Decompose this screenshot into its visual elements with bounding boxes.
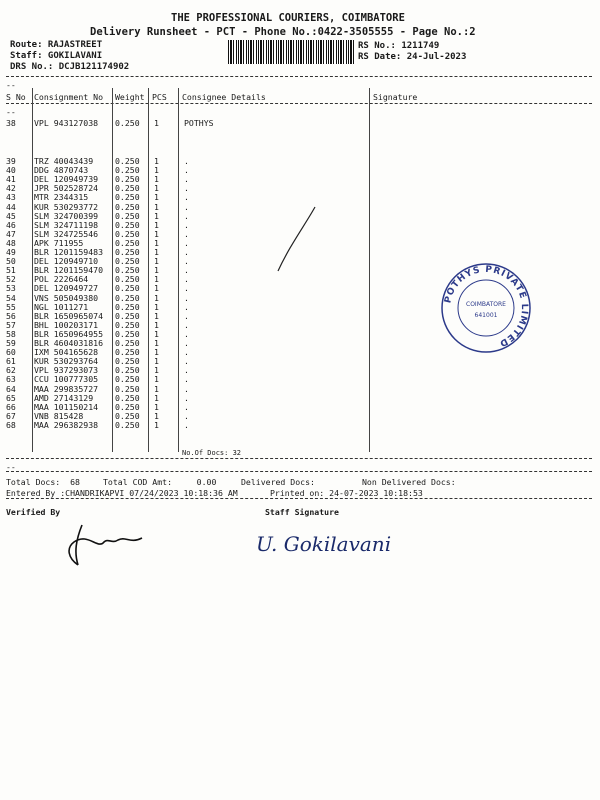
stamp-center-text: COIMBATORE — [466, 301, 506, 308]
row-consignee: POTHYS — [184, 118, 214, 128]
row-weight: 0.250 — [115, 401, 140, 412]
row-consignment: BLR 1650965074 — [34, 310, 104, 321]
row-sno: 65 — [6, 392, 16, 403]
row-weight: 0.250 — [115, 247, 140, 257]
row-consignment: BLR 1201159483 — [34, 247, 104, 257]
divider — [6, 471, 592, 472]
row-pcs: 1 — [154, 338, 159, 348]
row-consignment: VPL 943127038 — [34, 118, 99, 128]
row-consignment: CCU 100777305 — [34, 374, 99, 385]
col-consignee-details: Consignee Details — [182, 92, 266, 102]
row-consignment: DEL 120949710 — [34, 256, 99, 267]
row-consignment: APK 711955 — [34, 237, 84, 248]
row-weight: 0.250 — [115, 283, 140, 294]
divider-mark: -- — [6, 462, 16, 472]
row-consignee: . — [184, 319, 189, 330]
row-pcs: 1 — [154, 165, 159, 176]
row-consignee: . — [184, 247, 189, 257]
company-title: THE PROFESSIONAL COURIERS, COIMBATORE — [171, 12, 405, 24]
signature-stroke — [270, 205, 320, 275]
row-consignee: . — [184, 156, 189, 166]
row-consignee: . — [184, 410, 189, 421]
row-weight: 0.250 — [115, 118, 140, 128]
row-consignment: SLM 324700399 — [34, 210, 99, 221]
row-consignment: KUR 530293764 — [34, 356, 99, 367]
divider-mark: -- — [6, 80, 16, 90]
row-weight: 0.250 — [115, 183, 140, 194]
row-sno: 59 — [6, 338, 16, 348]
row-consignment: JPR 502528724 — [34, 183, 99, 194]
divider — [6, 103, 592, 104]
row-sno: 43 — [6, 192, 16, 203]
delivered-docs: Delivered Docs: — [241, 477, 315, 487]
row-weight: 0.250 — [115, 410, 140, 421]
entered-by: Entered By :CHANDRIKAPVI 07/24/2023 10:18:36 AM — [6, 488, 238, 498]
row-sno: 61 — [6, 356, 16, 367]
total-cod: Total COD Amt: 0.00 — [103, 477, 217, 487]
row-pcs: 1 — [154, 319, 159, 330]
row-pcs: 1 — [154, 356, 159, 367]
barcode — [228, 40, 356, 64]
col-signature: Signature — [373, 92, 418, 102]
row-sno: 44 — [6, 201, 16, 212]
stamp-code: 641001 — [474, 312, 498, 319]
row-pcs: 1 — [154, 210, 159, 221]
table-row — [6, 420, 366, 430]
row-consignee: . — [184, 192, 189, 203]
row-consignment: DEL 120949739 — [34, 174, 99, 185]
row-consignment: POL 2226464 — [34, 274, 89, 285]
row-consignment: NGL 1011271 — [34, 301, 89, 312]
row-sno: 60 — [6, 347, 16, 358]
row-consignee: . — [184, 183, 189, 194]
row-weight: 0.250 — [115, 310, 140, 321]
row-weight: 0.250 — [115, 165, 140, 176]
row-pcs: 1 — [154, 192, 159, 203]
row-consignee: . — [184, 265, 189, 276]
row-weight: 0.250 — [115, 338, 140, 348]
staff-label: Staff: GOKILAVANI — [10, 51, 103, 61]
row-consignment: DDG 4870743 — [34, 165, 89, 176]
row-sno: 64 — [6, 383, 16, 394]
row-weight: 0.250 — [115, 274, 140, 285]
row-consignee: . — [184, 338, 189, 348]
row-pcs: 1 — [154, 419, 159, 430]
row-consignment: MAA 296382938 — [34, 419, 99, 430]
row-sno: 66 — [6, 401, 16, 412]
row-weight: 0.250 — [115, 210, 140, 221]
col-sno: S No — [6, 92, 26, 102]
row-pcs: 1 — [154, 292, 159, 303]
row-consignment: BLR 1201159470 — [34, 265, 104, 276]
row-pcs: 1 — [154, 328, 159, 339]
row-weight: 0.250 — [115, 365, 140, 376]
row-weight: 0.250 — [115, 219, 140, 230]
row-weight: 0.250 — [115, 347, 140, 358]
row-consignment: AMD 27143129 — [34, 392, 94, 403]
row-consignee: . — [184, 237, 189, 248]
row-weight: 0.250 — [115, 265, 140, 276]
row-consignment: IXM 504165628 — [34, 347, 99, 358]
staff-signature-label: Staff Signature — [265, 507, 339, 517]
staff-handwritten-signature — [250, 525, 430, 565]
row-sno: 40 — [6, 165, 16, 176]
row-pcs: 1 — [154, 383, 159, 394]
table-row — [6, 118, 366, 128]
row-consignee: . — [184, 292, 189, 303]
row-pcs: 1 — [154, 310, 159, 321]
row-weight: 0.250 — [115, 174, 140, 185]
row-sno: 42 — [6, 183, 16, 194]
row-consignment: BLR 1650964955 — [34, 328, 104, 339]
row-sno: 57 — [6, 319, 16, 330]
row-pcs: 1 — [154, 247, 159, 257]
row-sno: 47 — [6, 228, 16, 239]
drs-number: DRS No.: DCJB121174902 — [10, 62, 130, 72]
row-pcs: 1 — [154, 365, 159, 376]
row-weight: 0.250 — [115, 192, 140, 203]
row-weight: 0.250 — [115, 301, 140, 312]
row-consignee: . — [184, 219, 189, 230]
row-consignee: . — [184, 256, 189, 267]
row-pcs: 1 — [154, 347, 159, 358]
row-sno: 38 — [6, 118, 16, 128]
row-pcs: 1 — [154, 183, 159, 194]
rs-number: RS No.: 1211749 — [358, 41, 440, 51]
row-pcs: 1 — [154, 301, 159, 312]
row-consignee: . — [184, 228, 189, 239]
row-consignee: . — [184, 165, 189, 176]
row-weight: 0.250 — [115, 419, 140, 430]
row-pcs: 1 — [154, 265, 159, 276]
route-label: Route: RAJASTREET — [10, 40, 103, 50]
row-pcs: 1 — [154, 174, 159, 185]
row-pcs: 1 — [154, 201, 159, 212]
col-weight: Weight — [115, 92, 145, 102]
row-consignment: BHL 100203171 — [34, 319, 99, 330]
row-pcs: 1 — [154, 410, 159, 421]
row-sno: 51 — [6, 265, 16, 276]
divider — [6, 498, 592, 499]
row-consignee: . — [184, 365, 189, 376]
row-pcs: 1 — [154, 374, 159, 385]
row-consignment: KUR 530293772 — [34, 201, 99, 212]
column-line — [369, 88, 370, 452]
non-delivered-docs: Non Delivered Docs: — [362, 477, 456, 487]
divider-mark: -- — [6, 107, 16, 117]
row-sno: 53 — [6, 283, 16, 294]
row-weight: 0.250 — [115, 356, 140, 367]
row-sno: 52 — [6, 274, 16, 285]
row-sno: 46 — [6, 219, 16, 230]
row-sno: 62 — [6, 365, 16, 376]
row-pcs: 1 — [154, 283, 159, 294]
row-pcs: 1 — [154, 256, 159, 267]
row-consignee: . — [184, 274, 189, 285]
row-consignment: VNS 505049380 — [34, 292, 99, 303]
row-consignee: . — [184, 310, 189, 321]
row-sno: 56 — [6, 310, 16, 321]
total-docs: Total Docs: 68 — [6, 477, 80, 487]
row-weight: 0.250 — [115, 201, 140, 212]
row-consignee: . — [184, 356, 189, 367]
divider — [6, 458, 592, 459]
row-consignee: . — [184, 174, 189, 185]
row-pcs: 1 — [154, 401, 159, 412]
row-sno: 39 — [6, 156, 16, 166]
row-pcs: 1 — [154, 237, 159, 248]
row-weight: 0.250 — [115, 319, 140, 330]
no-of-docs: No.Of Docs: 32 — [182, 449, 242, 457]
row-pcs: 1 — [154, 156, 159, 166]
divider — [6, 76, 592, 77]
row-weight: 0.250 — [115, 374, 140, 385]
row-consignee: . — [184, 374, 189, 385]
row-sno: 63 — [6, 374, 16, 385]
row-weight: 0.250 — [115, 292, 140, 303]
rs-date: RS Date: 24-Jul-2023 — [358, 52, 467, 62]
row-consignee: . — [184, 283, 189, 294]
row-consignment: MTR 2344315 — [34, 192, 89, 203]
row-consignee: . — [184, 201, 189, 212]
row-consignee: . — [184, 210, 189, 221]
row-consignee: . — [184, 401, 189, 412]
row-pcs: 1 — [154, 118, 159, 128]
row-consignee: . — [184, 383, 189, 394]
runsheet-subtitle: Delivery Runsheet - PCT - Phone No.:0422-3505555 - Page No.:2 — [90, 26, 476, 38]
row-sno: 41 — [6, 174, 16, 185]
col-pcs: PCS — [152, 92, 167, 102]
row-consignment: MAA 299835727 — [34, 383, 99, 394]
col-consignment: Consignment No — [34, 92, 104, 102]
stamp-text: POTHYS PRIVATE LIMITED — [443, 264, 530, 349]
row-pcs: 1 — [154, 392, 159, 403]
row-consignment: SLM 324711198 — [34, 219, 99, 230]
row-consignment: VPL 937293073 — [34, 365, 99, 376]
verifier-signature — [60, 520, 150, 570]
row-consignment: MAA 101150214 — [34, 401, 99, 412]
staff-signature-text: U. Gokilavani — [256, 532, 392, 556]
row-sno: 55 — [6, 301, 16, 312]
row-weight: 0.250 — [115, 383, 140, 394]
row-sno: 49 — [6, 247, 16, 257]
row-weight: 0.250 — [115, 228, 140, 239]
row-consignee: . — [184, 392, 189, 403]
row-weight: 0.250 — [115, 156, 140, 166]
row-pcs: 1 — [154, 219, 159, 230]
company-stamp — [440, 262, 532, 354]
row-consignee: . — [184, 419, 189, 430]
row-weight: 0.250 — [115, 392, 140, 403]
row-consignment: TRZ 40043439 — [34, 156, 94, 166]
row-consignee: . — [184, 328, 189, 339]
row-consignment: VNB 815428 — [34, 410, 84, 421]
row-sno: 48 — [6, 237, 16, 248]
row-pcs: 1 — [154, 228, 159, 239]
row-consignment: DEL 120949727 — [34, 283, 99, 294]
row-pcs: 1 — [154, 274, 159, 285]
row-sno: 68 — [6, 419, 16, 430]
row-sno: 50 — [6, 256, 16, 267]
row-sno: 67 — [6, 410, 16, 421]
row-consignee: . — [184, 347, 189, 358]
row-sno: 58 — [6, 328, 16, 339]
row-consignment: BLR 4604031816 — [34, 338, 104, 348]
verified-by: Verified By — [6, 507, 61, 517]
row-consignee: . — [184, 301, 189, 312]
row-sno: 54 — [6, 292, 16, 303]
row-weight: 0.250 — [115, 256, 140, 267]
row-sno: 45 — [6, 210, 16, 221]
row-weight: 0.250 — [115, 237, 140, 248]
printed-on: Printed on: 24-07-2023 10:18:53 — [270, 488, 423, 498]
row-consignment: SLM 324725546 — [34, 228, 99, 239]
row-weight: 0.250 — [115, 328, 140, 339]
